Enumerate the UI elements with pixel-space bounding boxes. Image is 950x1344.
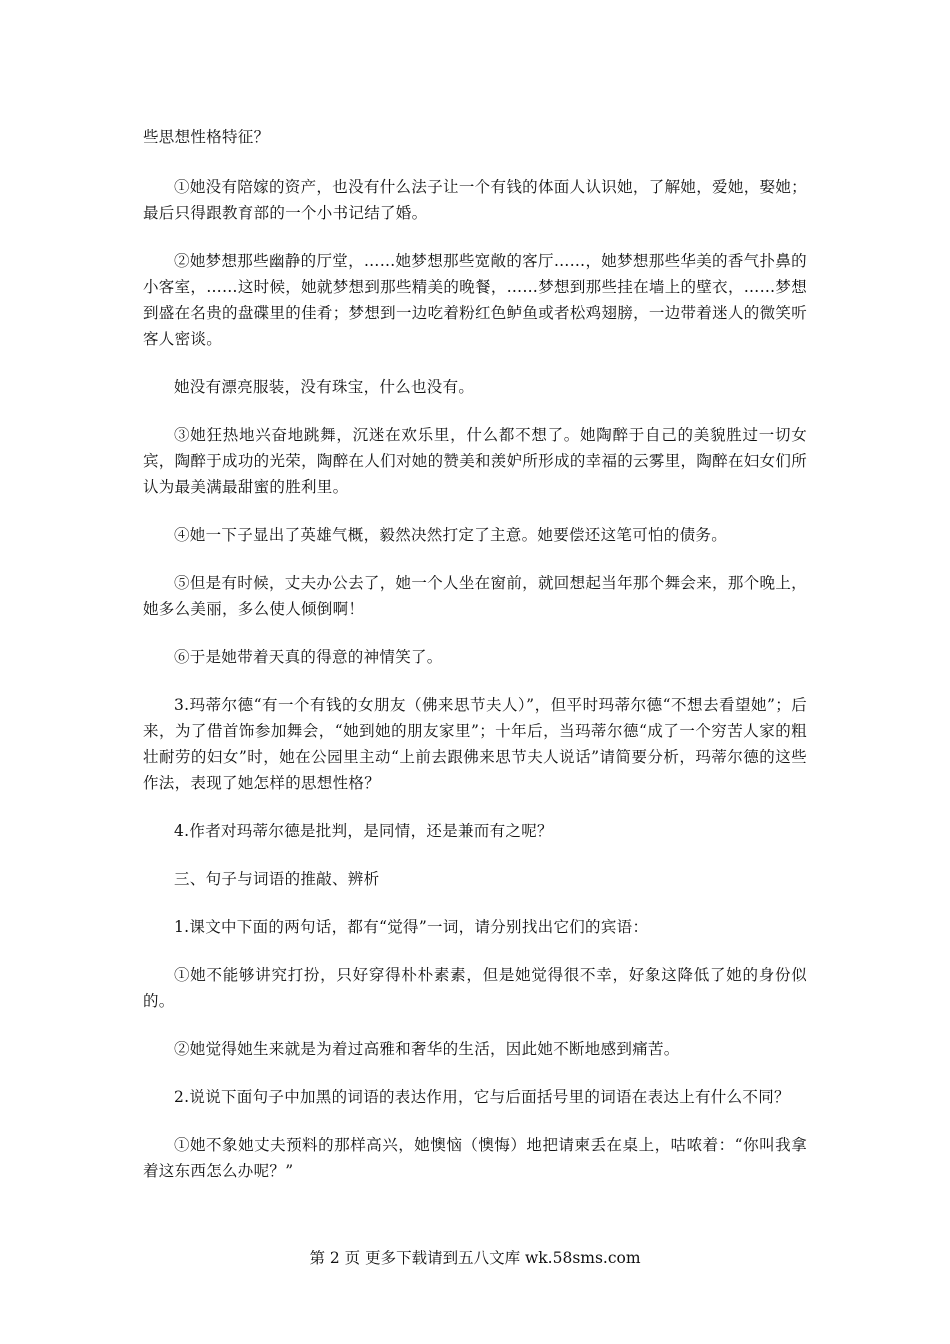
- paragraph: ①她不象她丈夫预料的那样高兴，她懊恼（懊悔）地把请柬丢在桌上，咕哝着：“你叫我拿着这东西怎么办呢？”: [143, 1136, 807, 1180]
- paragraph-continuation: 些思想性格特征？: [143, 128, 270, 146]
- paragraph: 她没有漂亮服装，没有珠宝，什么也没有。: [174, 378, 475, 396]
- paragraph: ①她没有陪嫁的资产，也没有什么法子让一个有钱的体面人认识她，了解她，爱她，娶她；最后只得跟教育部的一个小书记结了婚。: [143, 178, 807, 222]
- paragraph: ①她不能够讲究打扮，只好穿得朴朴素素，但是她觉得很不幸，好象这降低了她的身份似的。: [143, 966, 807, 1010]
- paragraph: ②她觉得她生来就是为着过高雅和奢华的生活，因此她不断地感到痛苦。: [174, 1040, 680, 1058]
- question-1: 1.课文中下面的两句话，都有“觉得”一词，请分别找出它们的宾语：: [174, 918, 649, 936]
- question-4: 4.作者对玛蒂尔德是批判，是同情，还是兼而有之呢？: [174, 822, 553, 840]
- paragraph: ⑤但是有时候，丈夫办公去了，她一个人坐在窗前，就回想起当年那个舞会来，那个晚上，她多么美丽，多么使人倾倒啊！: [143, 574, 807, 618]
- question-3: 3.玛蒂尔德“有一个有钱的女朋友（佛来思节夫人）”，但平时玛蒂尔德“不想去看望她”；后来，为了借首饰参加舞会，“她到她的朋友家里”；十年后，当玛蒂尔德“成了一个穷苦人家的粗壮耐劳的妇女”时，她在公园里主动“上前去跟佛来思节夫人说话”请简要分析，玛蒂尔德的这些作法，表现了她怎样的思想性格？: [143, 696, 807, 792]
- document-body: [143, 124, 807, 1206]
- paragraph: ⑥于是她带着天真的得意的神情笑了。: [174, 648, 443, 666]
- page-footer: 第 2 页 更多下载请到五八文库 wk.58sms.com: [309, 1249, 641, 1267]
- question-2: 2.说说下面句子中加黑的词语的表达作用，它与后面括号里的词语在表达上有什么不同？: [174, 1088, 790, 1106]
- section-heading: 三、句子与词语的推敲、辨析: [174, 870, 380, 888]
- paragraph: ④她一下子显出了英雄气概，毅然决然打定了主意。她要偿还这笔可怕的债务。: [174, 526, 728, 544]
- paragraph: ②她梦想那些幽静的厅堂，……她梦想那些宽敞的客厅……，她梦想那些华美的香气扑鼻的小客室，……这时候，她就梦想到那些精美的晚餐，……梦想到那些挂在墙上的壁衣，……梦想到盛在名贵的盘碟里的佳肴；梦想到一边吃着粉红色鲈鱼或者松鸡翅膀，一边带着迷人的微笑听客人密谈。: [143, 252, 807, 348]
- paragraph: ③她狂热地兴奋地跳舞，沉迷在欢乐里，什么都不想了。她陶醉于自己的美貌胜过一切女宾，陶醉于成功的光荣，陶醉在人们对她的赞美和羡妒所形成的幸福的云雾里，陶醉在妇女们所认为最美满最甜蜜的胜利里。: [143, 426, 807, 496]
